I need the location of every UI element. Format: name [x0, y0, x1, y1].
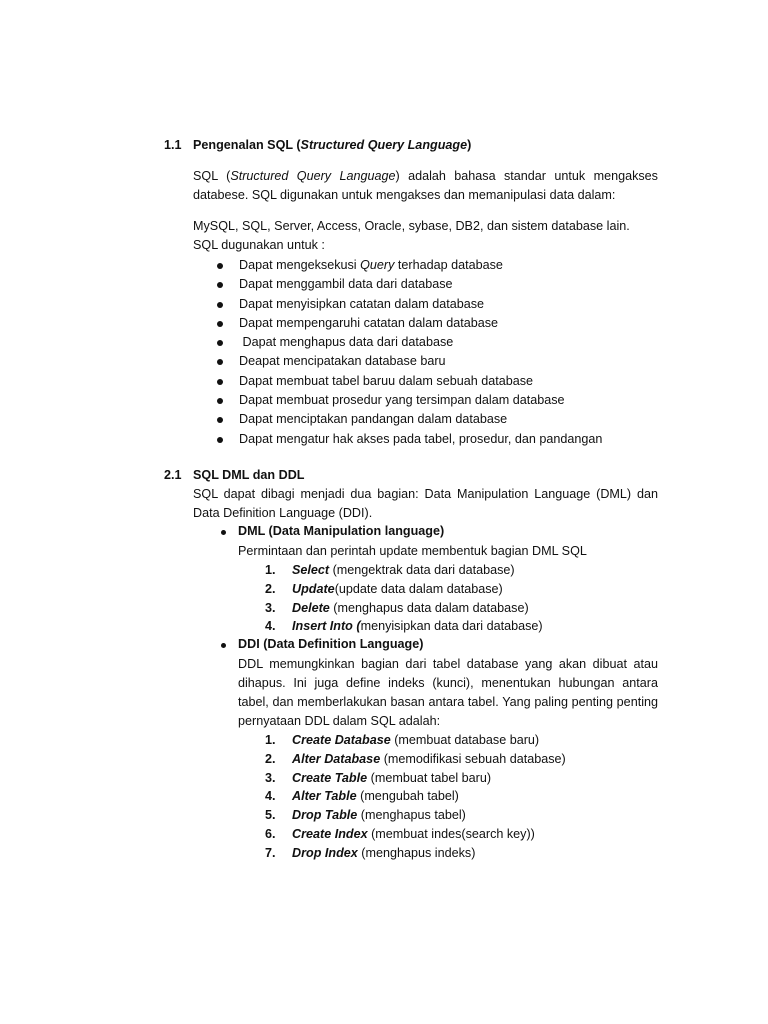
item-description: (menghapus data dalam database): [329, 600, 529, 615]
item-description: (mengubah tabel): [356, 789, 459, 804]
item-keyword: Delete: [292, 600, 330, 615]
list-item: [265, 580, 543, 599]
list-item: [193, 430, 602, 449]
item-keyword: Alter Table: [292, 789, 357, 804]
list-item: [193, 391, 602, 410]
ddl-description: DDL memungkinkan bagian dari tabel database yang akan dibuat atau dihapus. Ini juga define indeks (kunci), menentukan hubungan antara tabel, dan memberlakukan basan antara tabel. Yang paling penting penting pernyataan DDL dalam SQL adalah:: [238, 657, 658, 728]
list-item: [265, 844, 566, 863]
bullet-icon: [217, 340, 223, 346]
bullet-icon: [217, 302, 223, 308]
list-item: [265, 731, 566, 750]
list-item-text: Dapat menggambil data dari database: [239, 277, 453, 292]
dml-description: Permintaan dan perintah update membentuk bagian DML SQL: [238, 544, 587, 558]
ddl-command-list: [265, 731, 566, 863]
section-1-paragraph-3: SQL dugunakan untuk :: [193, 238, 325, 252]
list-item: [193, 256, 602, 275]
list-item: [193, 295, 602, 314]
list-item-text: Dapat menghapus data dari database: [239, 335, 454, 350]
section-2-heading: [164, 468, 304, 482]
para1-italic: Structured Query Language: [230, 169, 396, 183]
bullet-icon: [217, 263, 223, 269]
list-item-text: Dapat membuat prosedur yang tersimpan dalam database: [239, 393, 565, 408]
item-description: (update data dalam database): [334, 581, 503, 596]
list-item: [193, 333, 602, 352]
list-item: [265, 750, 566, 769]
item-keyword: Alter Database: [292, 751, 381, 766]
list-item: [193, 352, 602, 371]
item-keyword: Create Index: [292, 826, 368, 841]
bullet-icon: [217, 321, 223, 327]
list-item: [265, 617, 543, 636]
item-keyword: Update: [292, 581, 335, 596]
bullet-1-part-a: Dapat mengeksekusi: [239, 258, 361, 272]
item-description: (mengektrak data dari database): [329, 563, 515, 577]
section-1-title-prefix: Pengenalan SQL (: [193, 138, 301, 152]
bullet-icon: [217, 398, 223, 404]
item-description: (membuat indes(search key)): [367, 826, 535, 841]
item-keyword: Drop Table: [292, 808, 358, 823]
bullet-1-part-b: terhadap database: [394, 258, 503, 272]
item-number: 2.: [265, 751, 276, 766]
item-number: 1.: [265, 733, 276, 747]
list-item: [193, 410, 602, 429]
item-number: 4.: [265, 789, 276, 804]
list-item-text: Dapat menyisipkan catatan dalam database: [239, 296, 485, 311]
list-item: [265, 561, 543, 580]
ddl-title: DDI (Data Definition Language): [238, 637, 424, 651]
item-keyword: Insert Into (: [292, 619, 361, 634]
item-description: (membuat tabel baru): [367, 770, 492, 785]
list-item-text: Dapat mengatur hak akses pada tabel, prosedur, dan pandangan: [239, 431, 603, 446]
item-description: (menghapus indeks): [357, 845, 476, 860]
dml-command-list: [265, 561, 543, 636]
item-number: 3.: [265, 600, 276, 615]
list-item: [265, 599, 543, 618]
bullet-icon: [221, 530, 226, 535]
list-item: [193, 372, 602, 391]
list-item-text: Deapat mencipatakan database baru: [239, 354, 446, 369]
bullet-icon: [217, 282, 223, 288]
list-item: [193, 314, 602, 333]
sql-uses-list: [193, 256, 602, 449]
list-item: [265, 769, 566, 788]
item-number: 6.: [265, 826, 276, 841]
item-number: 3.: [265, 770, 276, 785]
item-description: (menghapus tabel): [357, 808, 466, 823]
item-number: 1.: [265, 563, 276, 577]
section-2-title: SQL DML dan DDL: [193, 468, 305, 482]
section-1-title-italic: Structured Query Language: [300, 138, 468, 152]
section-1-paragraph-2: MySQL, SQL, Server, Access, Oracle, sybase, DB2, dan sistem database lain.: [193, 219, 630, 233]
para1-part-b: ) adalah bahasa standar untuk mengakses databese. SQL digunakan untuk mengakses dan memanipulasi data dalam:: [193, 169, 658, 202]
para1-part-a: SQL (: [193, 169, 231, 183]
item-keyword: Create Table: [292, 770, 368, 785]
section-1-number: 1.1: [164, 138, 182, 152]
bullet-icon: [217, 359, 223, 365]
item-number: 7.: [265, 845, 276, 860]
item-number: 4.: [265, 619, 276, 634]
item-number: 5.: [265, 808, 276, 823]
item-description: (membuat database baru): [390, 733, 540, 747]
list-item: [265, 806, 566, 825]
list-item: [193, 275, 602, 294]
bullet-icon: [221, 643, 226, 648]
list-item-text: Dapat mempengaruhi catatan dalam database: [239, 315, 499, 330]
item-keyword: Drop Index: [292, 845, 358, 860]
bullet-1-italic: Query: [360, 258, 395, 272]
section-2-number: 2.1: [164, 468, 182, 482]
section-1-title-suffix: ): [467, 138, 472, 152]
section-1-heading: [164, 138, 471, 152]
bullet-icon: [217, 417, 223, 423]
dml-title: DML (Data Manipulation language): [238, 524, 445, 538]
list-item-text: Dapat menciptakan pandangan dalam database: [239, 412, 508, 427]
bullet-icon: [217, 379, 223, 385]
bullet-icon: [217, 437, 223, 443]
item-keyword: Select: [292, 563, 330, 577]
list-item: [265, 787, 566, 806]
list-item-text: Dapat membuat tabel baruu dalam sebuah database: [239, 373, 534, 388]
item-number: 2.: [265, 581, 276, 596]
list-item: [265, 825, 566, 844]
item-description: menyisipkan data dari database): [360, 619, 543, 634]
item-description: (memodifikasi sebuah database): [380, 751, 566, 766]
item-keyword: Create Database: [292, 733, 391, 747]
section-2-intro: SQL dapat dibagi menjadi dua bagian: Data Manipulation Language (DML) dan Data Definition Language (DDI).: [193, 487, 658, 520]
section-1-paragraph-1: [193, 167, 658, 205]
